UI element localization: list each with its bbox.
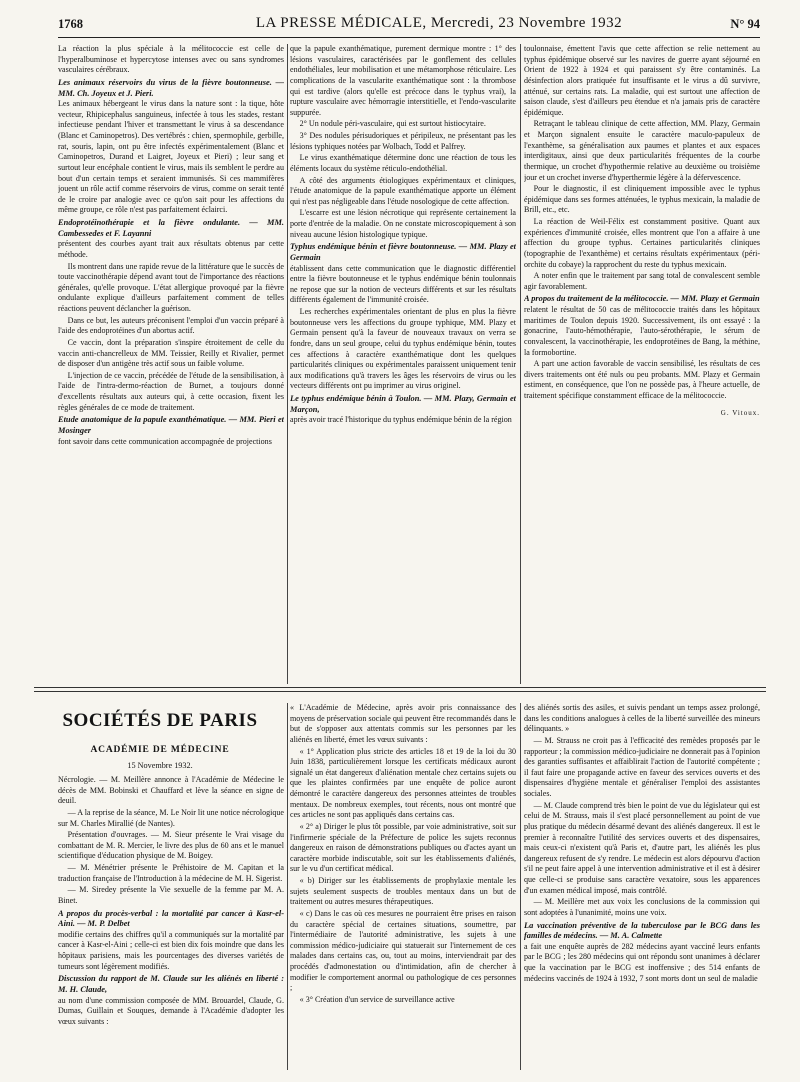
- column-divider: [287, 703, 288, 1070]
- page-header: [58, 14, 760, 36]
- paragraph: a fait une enquête auprès de 282 médecins ayant vacciné leurs enfants par le BCG ; les 280 médecins qui ont répondu sont unanimes à déclarer que la vaccination par le BCG est inoffensive ; des 514 enfants de médecins vaccinés de 1924 à 1932, 7 sont morts dont un seul de maladie: [524, 941, 760, 983]
- paragraph: 3° Des nodules périsudoriques et péripileux, ne présentant pas les lésions typhiques notées par Wolbach, Todd et Palfrey.: [290, 131, 516, 151]
- paragraph: toulonnaise, émettent l'avis que cette affection se relie nettement au typhus épidémique observé sur les navires de guerre ayant séjourné en Orient de 1922 à 1924 et qui paraissent s'y être contaminés. La désinfection alors pratiquée fut insuffisante et le virus a dû survivre, atténué, sur certains rats. La maladie, qui est surtout une affection de saison claude, s'est d'ailleurs peu étendue et n'a jamais pris de caractère épidémique.: [524, 44, 760, 117]
- column-3: [524, 44, 760, 694]
- paragraph: — A la reprise de la séance, M. Le Noir lit une notice nécrologique sur M. Charles Mirallié (de Nantes).: [58, 807, 284, 828]
- paragraph: A noter enfin que le traitement par sang total de convalescent semble agir favorablement.: [524, 271, 760, 291]
- session-date: 15 Novembre 1932.: [127, 761, 193, 770]
- paragraph: font savoir dans cette communication accompagnée de projections: [58, 436, 272, 446]
- paragraph: Présentation d'ouvrages. — M. Sieur présente le Vrai visage du combattant de M. R. Mercier, le livre des plus de 60 ans et le manuel scientifique d'éducation physique de M. Boigey.: [58, 830, 284, 861]
- paragraph: « b) Diriger sur les établissements de prophylaxie mentale les sujets seulement suspects de troubles mentaux dans un but de traitement ou autres mesures thérapeutiques.: [290, 876, 516, 907]
- subsection-title: ACADÉMIE DE MÉDECINE: [90, 745, 230, 755]
- issue-number: N° 94: [730, 17, 760, 31]
- paragraph: présentent des courbes ayant trait aux résultats obtenus par cette méthode.: [58, 239, 284, 259]
- header-rule: [58, 37, 760, 38]
- column-divider: [287, 44, 288, 684]
- paragraph: La réaction de Weil-Félix est constamment positive. Quant aux expériences d'immunité croisée, elles montrent que l'on a affaire à une affection du groupe typhus. Certaines particularités cliniques (topographie de l'exanthème) et certains résultats expérimentaux (péri-orchite du cobaye) la rapprochent du reste du typhus mexicain.: [524, 217, 760, 269]
- column-5: [290, 703, 516, 1070]
- paragraph: Nécrologie. — M. Meillère annonce à l'Académie de Médecine le décès de MM. Bobinski et Chauffard et lève la séance en signe de deuil.: [58, 775, 284, 806]
- paragraph: établissent dans cette communication que le diagnostic différentiel entre la fièvre boutonneuse et le typhus endémique bénin toulonnais ne repose que sur la notion de vecteurs différents et sur les résultats différents également de l'immunité croisée.: [290, 263, 516, 305]
- paragraph: — M. Meillère met aux voix les conclusions de la commission qui sont adoptées à l'unanimité, moins une voix.: [524, 897, 760, 917]
- paragraph: « 1° Application plus stricte des articles 18 et 19 de la loi du 30 Juin 1838, particulièrement lorsque les certificats médicaux auront signalé un état dangereux d'aliénation mentale chez certains sujets ou que les plaintes confirmées par une enquête de police auront démontré le caractère dangereux des personnes atteintes de troubles mentaux. De nombreux exemples, tout récents, nous ont montré que ces articles ne sont pas appliqués dans certains cas.: [290, 746, 516, 820]
- article-heading: Les animaux réservoirs du virus de la fièvre boutonneuse. — MM. Ch. Joyeux et J. Pieri.: [58, 77, 284, 98]
- article-heading: Typhus endémique bénin et fièvre boutonneuse. — MM. Plazy et Germain: [290, 242, 516, 262]
- article-heading: A propos du traitement de la mélitococcie. — MM. Plazy et Germain: [524, 294, 760, 304]
- column-4: [58, 775, 284, 1070]
- paragraph: — M. Claude comprend très bien le point de vue du législateur qui est celui de M. Strauss, mais il s'est placé personnellement au point de vue plus pratique du médecin désarmé devant des aliénés dangereux. Il est le premier à reconnaître l'utilité des services ouverts et des dispensaires, mais ceux-ci n'existent qu'à Paris et, d'autre part, les aliénés les plus dangereux refusent de s'y rendre. Le médecin est alors dépourvu d'action s'il ne peut faire appel à une intervention administrative et il est à désirer que celle-ci se produise sans caractère vexatoire, sous les apparences d'un examen médical imposé, mais contrôlé.: [524, 800, 760, 895]
- paragraph: Pour le diagnostic, il est cliniquement impossible avec le typhus épidémique dans ses formes atténuées, le typhus mexicain, la maladie de Brill, etc., etc.: [524, 184, 760, 215]
- paragraph: Les recherches expérimentales orientant de plus en plus la fièvre boutonneuse vers les affections du groupe typhique, MM. Plazy et Germain pensent qu'à la faveur de nouveaux travaux on verra se fondre, dans un seul groupe, celui du typhus endémique bénin, toutes ces affections à caractère exanthématique dont les quelques particularités cliniques ou expérimentales paraissent uniquement tenir aux modifications qu'à travers les âges les réservoirs de virus ou les vecteurs différents ont pu imprimer au virus originel.: [290, 307, 516, 391]
- article-heading: A propos du procès-verbal : la mortalité par cancer à Kasr-el-Aini. — M. P. Delbet: [58, 908, 284, 929]
- paragraph: A côté des arguments étiologiques expérimentaux et cliniques, l'étude anatomique de la papule exanthématique apporte un élément qui n'est pas négligeable dans l'étude nosologique de cette affection.: [290, 175, 516, 206]
- author-signature: G. Vitoux.: [720, 408, 760, 417]
- article-heading: Etude anatomique de la papule exanthématique. — MM. Pieri et Mosinger: [58, 415, 284, 435]
- paragraph: « 3° Création d'un service de surveillance active: [299, 994, 455, 1004]
- section-separator: [34, 687, 766, 692]
- paragraph: Ce vaccin, dont la préparation s'inspire étroitement de celle du vaccin anti-chancrelleux de MM. Teissier, Reilly et Rivalier, permet de disposer d'un antigène très actif sous un faible volume.: [58, 337, 284, 369]
- paragraph: Les animaux hébergeant le virus dans la nature sont : la tique, hôte vecteur, Rhipicephalus sanguineus, infectée à tous les stades, restant infectieuse pendant l'hiver et transmettant le virus à sa descendance (Blanc et Caminopetros). Des vertébrés : chien, spermophile, gerbille, rat, souris, lapin, ont pu être infectés expérimentalement (Blanc et Caminopetros, Durand et Laigret, Joyeux et Pieri) ; leur sang et surtout leur encéphale contient le virus, mais ils semblent le perdre au bout d'un certain temps et seraient immunisés. Si ces mammifères jouent un rôle actif comme réservoirs de virus, comme on serait tenté de le croire par analogie avec ce qu'on sait pour les affections du même groupe, ce rôle n'est pas parfaitement éclairci.: [58, 99, 284, 215]
- column-1: [58, 44, 284, 579]
- journal-title: LA PRESSE MÉDICALE, Mercredi, 23 Novembre 1932: [255, 15, 623, 31]
- paragraph: des aliénés sortis des asiles, et suivis pendant un temps assez prolongé, dans les conditions analogues à celles de la liberté surveillée des mineurs délinquants. »: [524, 703, 760, 734]
- paragraph: — M. Ménétrier présente le Préhistoire de M. Capitan et la traduction française de l'Introduction à la médecine de M. H. Sigerist.: [58, 863, 284, 883]
- paragraph: L'injection de ce vaccin, précédée de l'étude de la sensibilisation, à l'aide de l'intra-dermo-réaction de Burnet, a toujours donné d'excellents résultats aux auteurs qui, à cette occasion, fixent les règles générales de ce mode de traitement.: [58, 370, 284, 412]
- column-2: [290, 44, 516, 579]
- paragraph: Dans ce but, les auteurs préconisent l'emploi d'un vaccin préparé à l'aide des endoprotéines d'un abortus actif.: [58, 315, 284, 336]
- article-heading: Discussion du rapport de M. Claude sur les aliénés en liberté : M. H. Claude,: [58, 974, 284, 994]
- paragraph: « 2° a) Diriger le plus tôt possible, par voie administrative, soit sur l'infirmerie spéciale de la Préfecture de police les sujets reconnus dangereux en raison de démonstrations publiques ou d'actes ayant un caractère morbide indiscutable, soit sur les établissements d'aliénés, sur le vu d'un certificat médical.: [290, 821, 516, 874]
- paragraph: Le virus exanthématique détermine donc une réaction de tous les éléments locaux du système réticulo-endothélial.: [290, 153, 516, 173]
- column-6: [524, 703, 760, 1070]
- paragraph: relatent le résultat de 50 cas de mélitococcie traités dans les hôpitaux maritimes de Toulon depuis 1920. Successivement, ils ont essayé : la gonacrine, l'auto-hémothérapie, l'auto-sérothérapie, le sérum de convalescent, la vaccinothérapie, les endoprotéines de Bang, la méthine, la formobortine.: [524, 305, 760, 357]
- paragraph: Ils montrent dans une rapide revue de la littérature que le succès de toute vaccinothérapie dépend avant tout de l'importance des réactions générales, qu'elle provoque. L'état allergique provoqué par la fièvre ondulante explique d'ailleurs parfaitement comment de telles réactions peuvent déclancher la guérison.: [58, 261, 284, 313]
- article-heading: Le typhus endémique bénin à Toulon. — MM. Plazy, Germain et Marçon,: [290, 394, 516, 414]
- article-heading: La vaccination préventive de la tuberculose par le BCG dans les familles de médecins. — M. A. Calmette: [524, 920, 760, 941]
- paragraph: après avoir tracé l'historique du typhus endémique bénin de la région: [290, 415, 512, 425]
- section-title: SOCIÉTÉS DE PARIS: [62, 710, 258, 731]
- paragraph: — M. Siredey présente la Vie sexuelle de la femme par M. A. Binet.: [58, 885, 284, 905]
- paragraph: Retraçant le tableau clinique de cette affection, MM. Plazy, Germain et Marçon signalent ensuite le caractère maculo-papuleux de l'exanthème, sa généralisation aux paumes et plantes et aux espaces interdigitaux, ainsi que deux particularités fréquentes de la courbe thermique, un crochet d'hypothermie relative au deuxième ou troisième jour et un crochet inverse d'hyperthermie légère à la défervescence.: [524, 119, 760, 182]
- paragraph: « c) Dans le cas où ces mesures ne pourraient être prises en raison du caractère spécial de certaines situations, soumettre, par l'intermédiaire de l'autorité administrative, les sujets à une commission médico-judiciaire qui statuerait sur l'internement de ces malades dans certains cas, ou, tout au moins, interviendrait par des procédés d'admonestation ou d'intimidation, afin de chercher à modifier le comportement anormal ou pathologique de ces personnes ;: [290, 908, 516, 993]
- paragraph: que la papule exanthématique, purement dermique montre : 1° des lésions vasculaires, caractérisées par le gonflement des cellules endothéliales, leur mobilisation et une métamorphose réticulaire. Les complications de la vascularite exanthématique sont : la thrombose qui est tardive (alors qu'elle est précoce dans le typhus vrai), la rupture vasculaire avec hémorragie interstitielle, et l'endo-vascularite suppurée.: [290, 44, 516, 117]
- paragraph: L'escarre est une lésion nécrotique qui représente certainement la porte d'entrée de la maladie. On ne constate microscopiquement à son niveau aucune lésion histologique typique.: [290, 208, 516, 239]
- paragraph: au nom d'une commission composée de MM. Brouardel, Claude, G. Dumas, Guillain et Souques, demande à l'Académie d'adopter les vœux suivants :: [58, 995, 284, 1026]
- article-heading: Endoprotéinothérapie et la fièvre ondulante. — MM. Cambessedes et F. Layanni: [58, 218, 284, 238]
- paragraph: A part une action favorable de vaccin sensibilisé, les résultats de ces divers traitements ont été nuls ou peu probants. MM. Plazy et Germain estiment, en conséquence, que l'on ne possède pas, à l'heure actuelle, de traitement spécifique constamment efficace de la mélitococcie.: [524, 359, 760, 400]
- page-number: 1768: [58, 17, 83, 31]
- paragraph: modifie certains des chiffres qu'il a communiqués sur la mortalité par cancer à Kasr-el-Aini ; celle-ci est bien dix fois moindre que dans les hôpitaux parisiens, mais les pourcentages des diverses variétés de tumeurs sont légèrement modifiés.: [58, 929, 284, 971]
- column-divider: [520, 703, 521, 1070]
- column-divider: [520, 44, 521, 684]
- paragraph: 2° Un nodule péri-vasculaire, qui est surtout histiocytaire.: [299, 119, 486, 129]
- paragraph: « L'Académie de Médecine, après avoir pris connaissance des moyens de préservation sociale qui peuvent être recommandés dans le but de s'opposer aux attentats commis sur les personnes par les aliénés en liberté, émet les vœux suivants :: [290, 703, 516, 744]
- paragraph: La réaction la plus spéciale à la mélitococcie est celle de l'hyperalbuminose et hypercytose intenses avec ou sans syndromes vasculaires cérébraux.: [58, 44, 284, 75]
- paragraph: — M. Strauss ne croit pas à l'efficacité des remèdes proposés par le rapporteur ; la commission médico-judiciaire ne donnerait pas à l'opinion des garanties suffisantes et affaiblirait l'action de l'autorité compétente ; il faut faire une propagande active en faveur des services ouverts et des dispensaires d'hygiène mentale et généraliser l'emploi des assistantes sociales.: [524, 735, 760, 798]
